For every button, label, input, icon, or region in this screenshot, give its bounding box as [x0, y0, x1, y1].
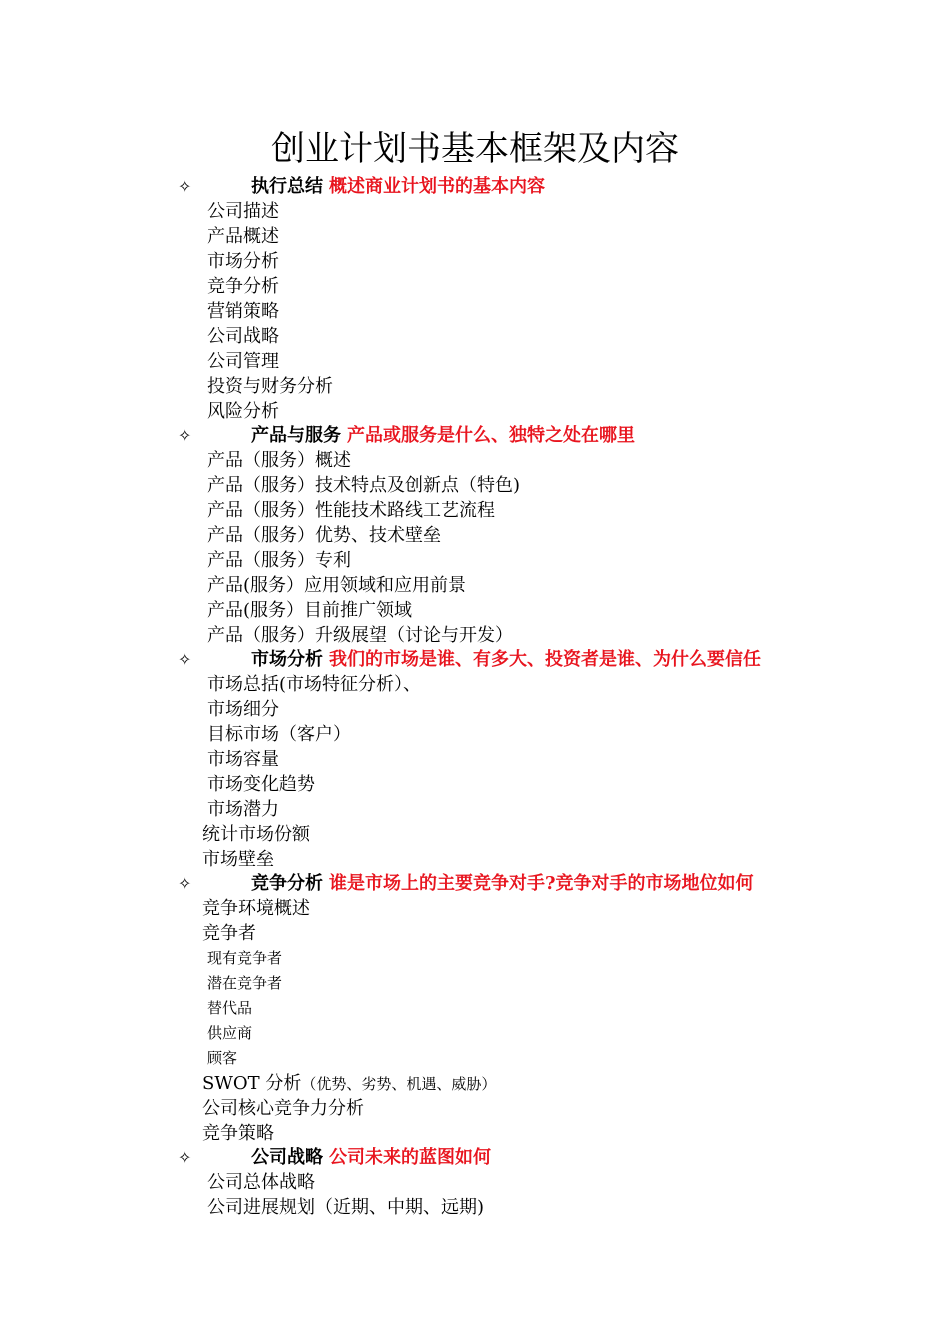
list-item: 市场细分	[207, 699, 279, 720]
diamond-star-bullet-icon: ✧	[178, 177, 192, 196]
list-item: 公司描述	[207, 201, 279, 222]
section-heading: 执行总结	[251, 176, 323, 197]
list-item: 产品（服务）性能技术路线工艺流程	[207, 500, 495, 521]
section-heading: 竞争分析	[251, 873, 323, 894]
list-item: 竞争策略	[202, 1123, 274, 1144]
swot-label: SWOT 分析	[202, 1073, 302, 1094]
list-item-swot	[202, 1071, 496, 1096]
section-description: 我们的市场是谁、有多大、投资者是谁、为什么要信任	[329, 649, 761, 670]
list-item: 公司管理	[207, 351, 279, 372]
list-item: 营销策略	[207, 301, 279, 322]
section-heading: 公司战略	[251, 1147, 323, 1168]
section-description: 公司未来的蓝图如何	[329, 1147, 491, 1168]
list-item: 产品(服务）目前推广领域	[207, 600, 413, 621]
list-item: 风险分析	[207, 401, 279, 422]
swot-parenthetical: （优势、劣势、机遇、威胁）	[301, 1075, 497, 1093]
list-item: 产品(服务）应用领域和应用前景	[207, 575, 467, 596]
diamond-star-bullet-icon: ✧	[178, 650, 192, 669]
list-item: 产品概述	[207, 226, 279, 247]
section-description: 谁是市场上的主要竞争对手?竞争对手的市场地位如何	[329, 873, 754, 894]
diamond-star-bullet-icon: ✧	[178, 874, 192, 893]
list-item: 市场分析	[207, 251, 279, 272]
list-subitem: 替代品	[207, 999, 253, 1017]
list-item: 市场潜力	[207, 799, 279, 820]
list-item: 投资与财务分析	[207, 376, 333, 397]
list-item: 统计市场份额	[202, 824, 310, 845]
diamond-star-bullet-icon: ✧	[178, 1148, 192, 1167]
list-item: 竞争分析	[207, 276, 279, 297]
section-description: 概述商业计划书的基本内容	[329, 176, 545, 197]
section-heading: 市场分析	[251, 649, 323, 670]
list-item: 竞争环境概述	[202, 898, 310, 919]
list-item: 公司进展规划（近期、中期、远期)	[207, 1197, 485, 1218]
list-item: 市场变化趋势	[207, 774, 315, 795]
list-item: 产品（服务）概述	[207, 450, 351, 471]
list-item: 市场壁垒	[202, 849, 274, 870]
list-item: 公司核心竞争力分析	[202, 1098, 364, 1119]
list-item: 竞争者	[202, 923, 256, 944]
list-subitem: 潜在竞争者	[207, 974, 283, 992]
diamond-star-bullet-icon: ✧	[178, 426, 192, 445]
list-subitem: 顾客	[207, 1049, 238, 1067]
list-item: 产品（服务）专利	[207, 550, 351, 571]
list-subitem: 现有竞争者	[207, 949, 283, 967]
section-description: 产品或服务是什么、独特之处在哪里	[347, 425, 635, 446]
list-item: 市场总括(市场特征分析）、	[207, 674, 422, 695]
page-title: 创业计划书基本框架及内容	[271, 129, 679, 169]
list-subitem: 供应商	[207, 1024, 253, 1042]
list-item: 产品（服务）升级展望（讨论与开发）	[207, 625, 513, 646]
list-item: 公司总体战略	[207, 1172, 315, 1193]
list-item: 产品（服务）技术特点及创新点（特色)	[207, 475, 521, 496]
section-heading: 产品与服务	[251, 425, 341, 446]
list-item: 目标市场（客户）	[207, 724, 351, 745]
list-item: 公司战略	[207, 326, 279, 347]
list-item: 产品（服务）优势、技术壁垒	[207, 525, 441, 546]
list-item: 市场容量	[207, 749, 279, 770]
